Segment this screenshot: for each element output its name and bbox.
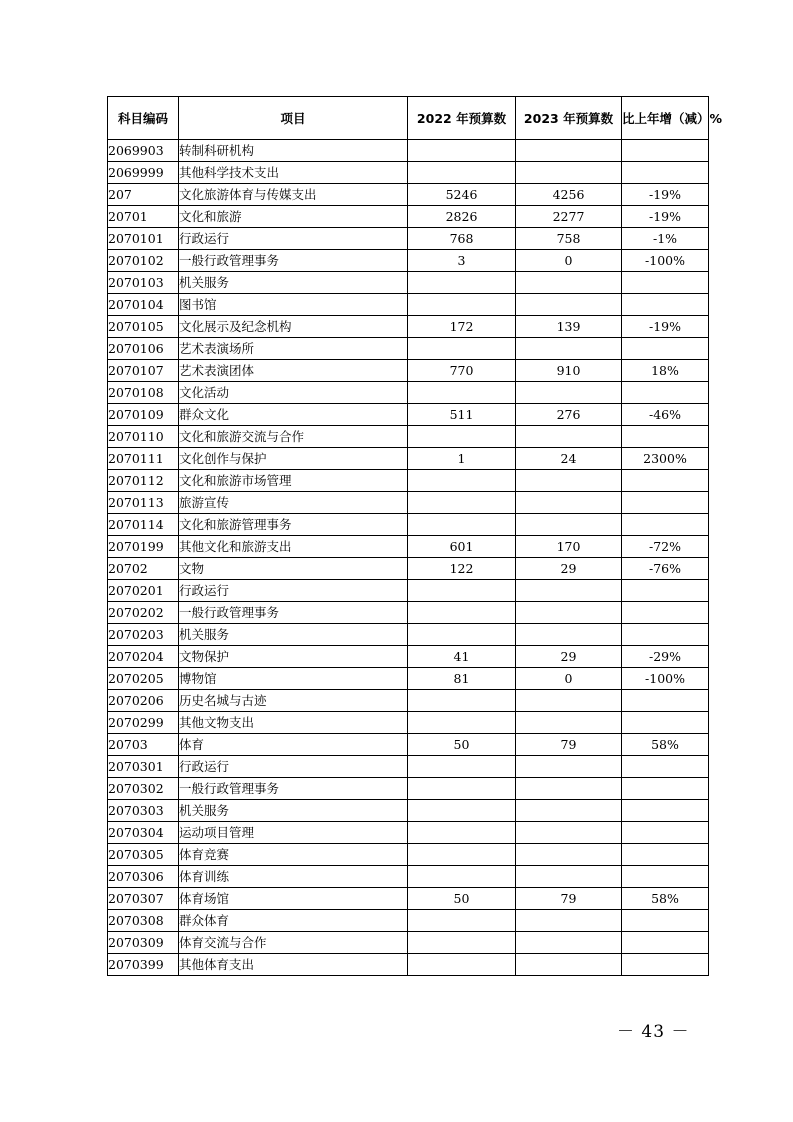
cell-code: 2070306	[108, 866, 179, 888]
header-code: 科目编码	[108, 97, 179, 140]
cell-change	[622, 756, 709, 778]
cell-name: 文化和旅游市场管理	[179, 470, 408, 492]
table-row	[108, 734, 709, 756]
cell-budget-2023	[516, 954, 622, 976]
table-row	[108, 844, 709, 866]
cell-budget-2022: 50	[408, 734, 516, 756]
cell-name: 其他体育支出	[179, 954, 408, 976]
cell-budget-2023	[516, 470, 622, 492]
cell-change	[622, 162, 709, 184]
cell-name: 转制科研机构	[179, 140, 408, 162]
table-row	[108, 228, 709, 250]
budget-table	[107, 96, 723, 976]
cell-change	[622, 690, 709, 712]
cell-code: 2070305	[108, 844, 179, 866]
cell-budget-2023	[516, 800, 622, 822]
table-row	[108, 250, 709, 272]
cell-name: 体育竞赛	[179, 844, 408, 866]
cell-code: 2070206	[108, 690, 179, 712]
cell-budget-2022: 770	[408, 360, 516, 382]
cell-change: -19%	[622, 184, 709, 206]
cell-code: 2070114	[108, 514, 179, 536]
cell-name: 群众文化	[179, 404, 408, 426]
cell-change	[622, 866, 709, 888]
cell-budget-2022	[408, 778, 516, 800]
cell-budget-2022	[408, 910, 516, 932]
cell-budget-2022	[408, 162, 516, 184]
cell-budget-2023	[516, 580, 622, 602]
cell-change: 2300%	[622, 448, 709, 470]
table-row	[108, 316, 709, 338]
cell-name: 文化活动	[179, 382, 408, 404]
cell-change	[622, 426, 709, 448]
cell-code: 2070106	[108, 338, 179, 360]
table-row	[108, 492, 709, 514]
cell-budget-2023: 79	[516, 734, 622, 756]
cell-budget-2022: 601	[408, 536, 516, 558]
header-budget-2022: 2022 年预算数	[408, 97, 516, 140]
cell-code: 2070105	[108, 316, 179, 338]
table-row	[108, 360, 709, 382]
cell-budget-2022	[408, 382, 516, 404]
cell-change: -76%	[622, 558, 709, 580]
cell-code: 2069903	[108, 140, 179, 162]
cell-code: 2070307	[108, 888, 179, 910]
cell-budget-2023: 758	[516, 228, 622, 250]
cell-code: 2070104	[108, 294, 179, 316]
cell-change	[622, 492, 709, 514]
table-row	[108, 954, 709, 976]
cell-budget-2023	[516, 294, 622, 316]
table-row	[108, 646, 709, 668]
table-row	[108, 448, 709, 470]
cell-budget-2023	[516, 514, 622, 536]
cell-name: 历史名城与古迹	[179, 690, 408, 712]
cell-name: 文化展示及纪念机构	[179, 316, 408, 338]
cell-change	[622, 470, 709, 492]
cell-code: 2070102	[108, 250, 179, 272]
cell-budget-2022	[408, 426, 516, 448]
cell-change	[622, 580, 709, 602]
cell-code: 20703	[108, 734, 179, 756]
cell-budget-2022	[408, 800, 516, 822]
cell-name: 体育训练	[179, 866, 408, 888]
cell-name: 机关服务	[179, 272, 408, 294]
cell-budget-2023: 24	[516, 448, 622, 470]
cell-name: 运动项目管理	[179, 822, 408, 844]
cell-name: 博物馆	[179, 668, 408, 690]
cell-code: 2070304	[108, 822, 179, 844]
cell-code: 20702	[108, 558, 179, 580]
cell-name: 图书馆	[179, 294, 408, 316]
cell-code: 2070303	[108, 800, 179, 822]
table-header-row	[108, 97, 709, 140]
cell-name: 一般行政管理事务	[179, 250, 408, 272]
table-row	[108, 800, 709, 822]
cell-change: -72%	[622, 536, 709, 558]
cell-budget-2022	[408, 932, 516, 954]
table-row	[108, 668, 709, 690]
cell-change	[622, 822, 709, 844]
table-row	[108, 580, 709, 602]
cell-budget-2023	[516, 426, 622, 448]
cell-name: 艺术表演场所	[179, 338, 408, 360]
table-row	[108, 426, 709, 448]
cell-budget-2022: 81	[408, 668, 516, 690]
cell-code: 2070199	[108, 536, 179, 558]
table-row	[108, 690, 709, 712]
cell-budget-2023	[516, 624, 622, 646]
table-row	[108, 888, 709, 910]
table-row	[108, 910, 709, 932]
cell-budget-2023: 139	[516, 316, 622, 338]
cell-name: 文物保护	[179, 646, 408, 668]
table-row	[108, 756, 709, 778]
cell-change: -100%	[622, 668, 709, 690]
header-budget-2023: 2023 年预算数	[516, 97, 622, 140]
cell-name: 文物	[179, 558, 408, 580]
table-row	[108, 822, 709, 844]
cell-budget-2023	[516, 932, 622, 954]
cell-budget-2022: 41	[408, 646, 516, 668]
table-row	[108, 866, 709, 888]
cell-budget-2023: 170	[516, 536, 622, 558]
cell-budget-2023: 276	[516, 404, 622, 426]
cell-code: 2069999	[108, 162, 179, 184]
cell-code: 2070101	[108, 228, 179, 250]
cell-budget-2022: 2826	[408, 206, 516, 228]
cell-code: 2070204	[108, 646, 179, 668]
cell-budget-2023	[516, 844, 622, 866]
cell-name: 艺术表演团体	[179, 360, 408, 382]
table-row	[108, 932, 709, 954]
table-row	[108, 602, 709, 624]
table-row	[108, 140, 709, 162]
cell-code: 2070110	[108, 426, 179, 448]
cell-code: 207	[108, 184, 179, 206]
cell-code: 2070111	[108, 448, 179, 470]
cell-code: 2070112	[108, 470, 179, 492]
cell-budget-2022: 122	[408, 558, 516, 580]
table-row	[108, 470, 709, 492]
cell-name: 其他文化和旅游支出	[179, 536, 408, 558]
cell-budget-2023: 79	[516, 888, 622, 910]
cell-change	[622, 140, 709, 162]
cell-change	[622, 844, 709, 866]
table-row	[108, 404, 709, 426]
cell-change: -46%	[622, 404, 709, 426]
table-row	[108, 536, 709, 558]
table-row	[108, 514, 709, 536]
cell-budget-2022	[408, 866, 516, 888]
cell-change	[622, 910, 709, 932]
cell-budget-2022	[408, 602, 516, 624]
cell-code: 2070202	[108, 602, 179, 624]
table-row	[108, 162, 709, 184]
cell-name: 旅游宣传	[179, 492, 408, 514]
cell-name: 文化创作与保护	[179, 448, 408, 470]
cell-budget-2022	[408, 580, 516, 602]
cell-name: 行政运行	[179, 228, 408, 250]
cell-name: 一般行政管理事务	[179, 602, 408, 624]
table-row	[108, 206, 709, 228]
cell-budget-2023	[516, 492, 622, 514]
table-row	[108, 382, 709, 404]
cell-name: 机关服务	[179, 800, 408, 822]
cell-budget-2022: 172	[408, 316, 516, 338]
cell-budget-2022	[408, 844, 516, 866]
page-number: － 43 －	[617, 1022, 690, 1042]
cell-change	[622, 338, 709, 360]
cell-budget-2022	[408, 712, 516, 734]
cell-budget-2023: 0	[516, 250, 622, 272]
cell-code: 2070107	[108, 360, 179, 382]
cell-code: 2070302	[108, 778, 179, 800]
cell-change	[622, 272, 709, 294]
cell-budget-2022: 5246	[408, 184, 516, 206]
cell-change: -19%	[622, 316, 709, 338]
cell-change: -1%	[622, 228, 709, 250]
table-body	[108, 140, 709, 976]
cell-name: 群众体育	[179, 910, 408, 932]
cell-budget-2023	[516, 690, 622, 712]
cell-code: 2070308	[108, 910, 179, 932]
cell-budget-2023	[516, 140, 622, 162]
cell-code: 2070203	[108, 624, 179, 646]
cell-budget-2022	[408, 492, 516, 514]
cell-name: 其他文物支出	[179, 712, 408, 734]
cell-code: 2070299	[108, 712, 179, 734]
cell-budget-2023	[516, 602, 622, 624]
cell-code: 2070301	[108, 756, 179, 778]
cell-name: 体育场馆	[179, 888, 408, 910]
cell-budget-2023	[516, 910, 622, 932]
cell-budget-2023	[516, 338, 622, 360]
cell-change: -100%	[622, 250, 709, 272]
cell-budget-2022	[408, 294, 516, 316]
cell-budget-2022: 1	[408, 448, 516, 470]
cell-budget-2022	[408, 690, 516, 712]
cell-change	[622, 712, 709, 734]
cell-change	[622, 514, 709, 536]
cell-name: 行政运行	[179, 580, 408, 602]
cell-name: 其他科学技术支出	[179, 162, 408, 184]
cell-change: -19%	[622, 206, 709, 228]
cell-budget-2022	[408, 140, 516, 162]
cell-name: 机关服务	[179, 624, 408, 646]
header-name: 项目	[179, 97, 408, 140]
cell-name: 文化和旅游管理事务	[179, 514, 408, 536]
cell-name: 体育	[179, 734, 408, 756]
cell-budget-2023: 29	[516, 558, 622, 580]
cell-budget-2023: 4256	[516, 184, 622, 206]
cell-budget-2023	[516, 822, 622, 844]
table-row	[108, 272, 709, 294]
cell-change: 58%	[622, 734, 709, 756]
cell-budget-2022	[408, 470, 516, 492]
cell-budget-2022: 3	[408, 250, 516, 272]
cell-budget-2023	[516, 382, 622, 404]
cell-code: 2070205	[108, 668, 179, 690]
cell-code: 2070109	[108, 404, 179, 426]
cell-code: 2070103	[108, 272, 179, 294]
cell-budget-2023	[516, 866, 622, 888]
cell-change	[622, 932, 709, 954]
cell-budget-2023: 2277	[516, 206, 622, 228]
cell-change	[622, 954, 709, 976]
cell-budget-2022: 511	[408, 404, 516, 426]
cell-name: 行政运行	[179, 756, 408, 778]
table-row	[108, 184, 709, 206]
cell-budget-2022: 768	[408, 228, 516, 250]
cell-budget-2022	[408, 624, 516, 646]
cell-change: 18%	[622, 360, 709, 382]
cell-code: 20701	[108, 206, 179, 228]
cell-budget-2023: 0	[516, 668, 622, 690]
cell-change	[622, 602, 709, 624]
cell-name: 文化旅游体育与传媒支出	[179, 184, 408, 206]
cell-budget-2022	[408, 756, 516, 778]
cell-change: -29%	[622, 646, 709, 668]
cell-change: 58%	[622, 888, 709, 910]
table-row	[108, 338, 709, 360]
cell-budget-2022	[408, 822, 516, 844]
cell-change	[622, 294, 709, 316]
cell-name: 文化和旅游交流与合作	[179, 426, 408, 448]
cell-budget-2023	[516, 162, 622, 184]
cell-budget-2022	[408, 338, 516, 360]
cell-code: 2070309	[108, 932, 179, 954]
cell-budget-2023	[516, 778, 622, 800]
table-row	[108, 558, 709, 580]
cell-budget-2023	[516, 272, 622, 294]
cell-name: 一般行政管理事务	[179, 778, 408, 800]
cell-code: 2070201	[108, 580, 179, 602]
table-row	[108, 294, 709, 316]
cell-budget-2023	[516, 712, 622, 734]
cell-code: 2070108	[108, 382, 179, 404]
cell-budget-2022	[408, 514, 516, 536]
cell-change	[622, 624, 709, 646]
cell-change	[622, 778, 709, 800]
cell-budget-2023: 910	[516, 360, 622, 382]
table-row	[108, 624, 709, 646]
cell-code: 2070113	[108, 492, 179, 514]
cell-change	[622, 382, 709, 404]
cell-budget-2022	[408, 954, 516, 976]
cell-budget-2023: 29	[516, 646, 622, 668]
cell-budget-2022: 50	[408, 888, 516, 910]
cell-name: 体育交流与合作	[179, 932, 408, 954]
cell-budget-2022	[408, 272, 516, 294]
cell-change	[622, 800, 709, 822]
cell-code: 2070399	[108, 954, 179, 976]
header-change: 比上年增（减）%	[622, 97, 709, 140]
table-row	[108, 712, 709, 734]
cell-budget-2023	[516, 756, 622, 778]
cell-name: 文化和旅游	[179, 206, 408, 228]
table-row	[108, 778, 709, 800]
